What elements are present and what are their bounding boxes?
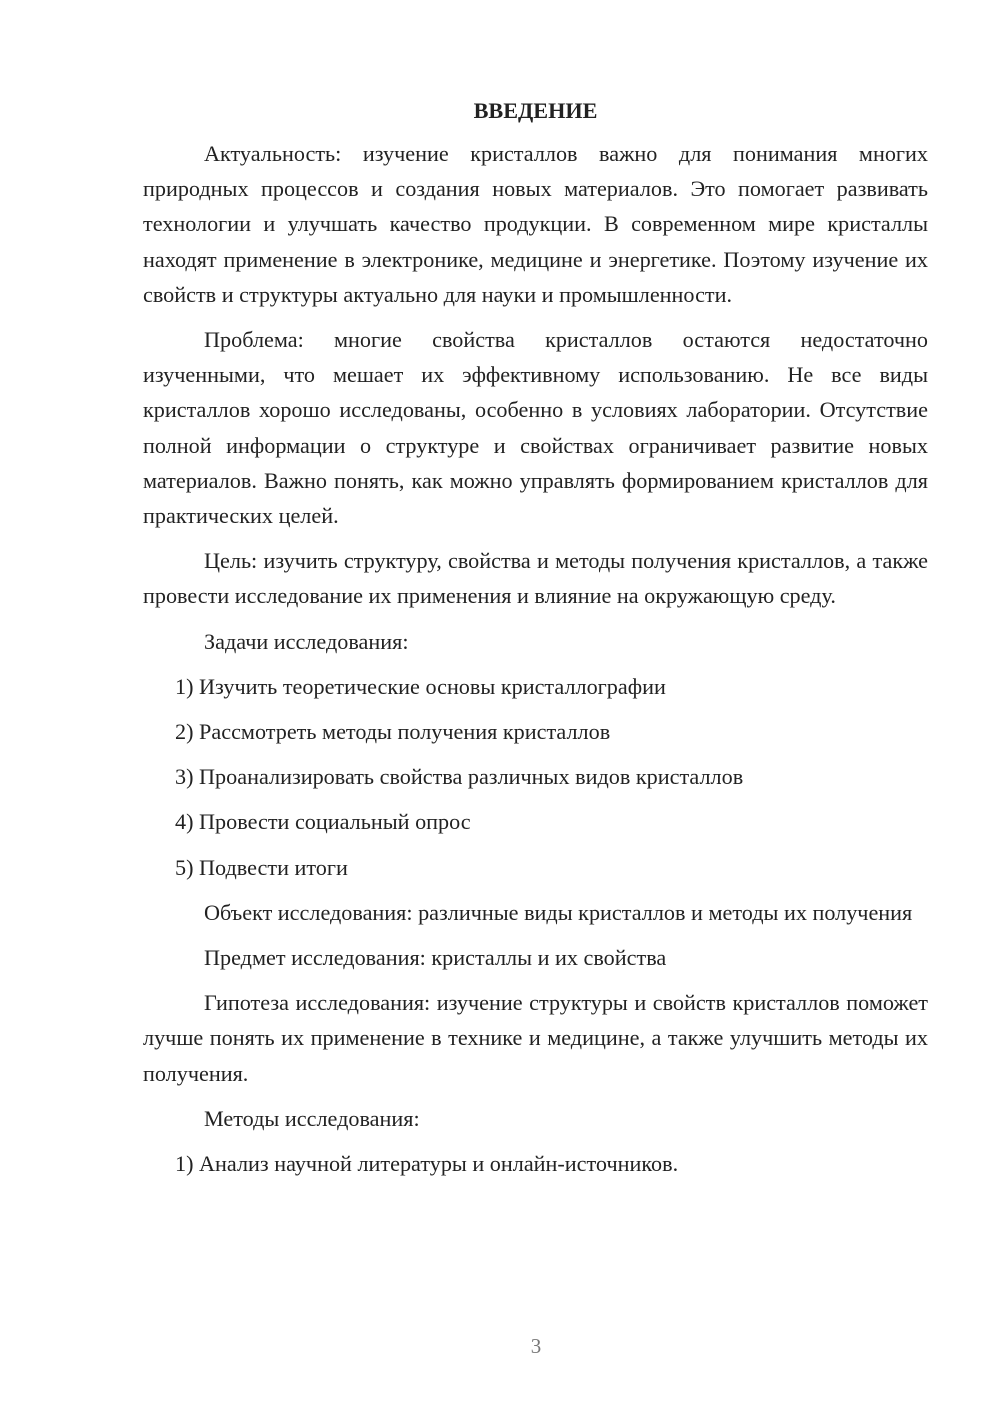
relevance-paragraph: Актуальность: изучение кристаллов важно для понимания многих природных процессов и создания новых материалов. Это помогает развивать технологии и улучшать качество продукции. В современном мире кристаллы находят применение в электронике, медицине и энергетике. Поэтому изучение их свойств и структуры актуально для науки и промышленности. bbox=[143, 141, 928, 307]
problem-paragraph: Проблема: многие свойства кристаллов остаются недостаточно изученными, что мешает их эффективному использованию. Не все виды кристаллов хорошо исследованы, особенно в условиях лаборатории. Отсутствие полной информации о структуре и свойствах ограничивает развитие новых материалов. Важно понять, как можно управлять формированием кристаллов для практических целей. bbox=[143, 327, 928, 529]
tasks-list bbox=[143, 669, 928, 885]
page-body bbox=[143, 94, 928, 1191]
page-number: 3 bbox=[530, 1334, 542, 1358]
task-item: 1) Изучить теоретические основы кристаллографии bbox=[175, 673, 666, 699]
page-title: ВВЕДЕНИЕ bbox=[473, 98, 598, 123]
methods-list bbox=[143, 1146, 928, 1181]
method-item: 1) Анализ научной литературы и онлайн-источников. bbox=[175, 1151, 679, 1177]
methods-label: Методы исследования: bbox=[204, 1105, 420, 1131]
goal-paragraph: Цель: изучить структуру, свойства и методы получения кристаллов, а также провести исследование их применения и влияние на окружающую среду. bbox=[143, 548, 928, 609]
task-item: 4) Провести социальный опрос bbox=[175, 809, 471, 835]
task-item: 3) Проанализировать свойства различных видов кристаллов bbox=[175, 764, 744, 790]
task-item: 5) Подвести итоги bbox=[175, 854, 348, 880]
tasks-label: Задачи исследования: bbox=[204, 628, 409, 654]
hypothesis-paragraph: Гипотеза исследования: изучение структуры и свойств кристаллов поможет лучше понять их применение в технике и медицине, а также улучшить методы их получения. bbox=[143, 990, 928, 1086]
subject-paragraph: Предмет исследования: кристаллы и их свойства bbox=[204, 945, 667, 971]
task-item: 2) Рассмотреть методы получения кристаллов bbox=[175, 719, 611, 745]
object-paragraph: Объект исследования: различные виды кристаллов и методы их получения bbox=[204, 899, 913, 925]
